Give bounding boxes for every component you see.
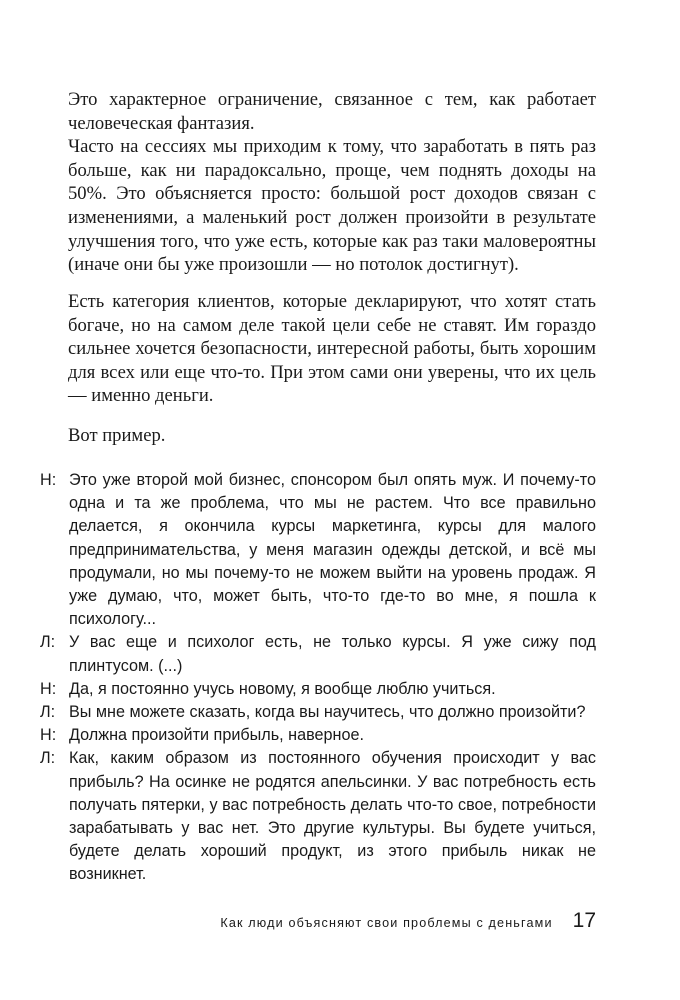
dialogue-line: Как, каким образом из постоянного обучения происходит у вас прибыль? На осинке не родятся апельсинки. У вас потребность есть получать пятерки, у вас потребность делать что-то свое, потребности зарабатывать у вас нет. Это другие культуры. Вы будете учиться, будете делать хороший продукт, из этого прибыль никак не возникнет. xyxy=(69,749,596,884)
speaker-label: Н: xyxy=(40,471,57,489)
dialogue-line: Вы мне можете сказать, когда вы научитесь, что должно произойти? xyxy=(69,703,586,722)
paragraph-1: Это характерное ограничение, связанное с тем, как работает человеческая фантазия. xyxy=(68,89,596,134)
paragraph-2: Часто на сессиях мы приходим к тому, что заработать в пять раз больше, как ни парадоксально, проще, чем поднять доходы на 50%. Это объясняется просто: большой рост доходов связан с изменениями, а маленький рост должен произойти в результате улучшения того, что уже есть, которые как раз таки маловероятны (иначе они бы уже произошли — но потолок достигнут). xyxy=(68,136,596,276)
dialogue-line: У вас еще и психолог есть, не только курсы. Я уже сижу под плинтусом. (...) xyxy=(69,633,596,675)
dialogue-turn xyxy=(40,701,596,724)
page-footer xyxy=(144,909,596,935)
page-number: 17 xyxy=(572,909,596,932)
dialogue-turn xyxy=(40,724,596,747)
speaker-label: Л: xyxy=(40,633,56,652)
dialogue-line: Да, я постоянно учусь новому, я вообще люблю учиться. xyxy=(69,679,496,698)
speaker-label: Л: xyxy=(40,703,56,722)
dialogue-turn xyxy=(40,469,596,631)
dialogue-turn xyxy=(40,631,596,677)
example-intro-block xyxy=(68,424,596,448)
dialogue-transcript xyxy=(40,469,596,887)
top-paragraphs xyxy=(68,88,596,277)
dialogue-line: Должна произойти прибыль, наверное. xyxy=(69,726,364,745)
speaker-label: Н: xyxy=(40,679,57,698)
speaker-label: Н: xyxy=(40,726,57,745)
dialogue-turn xyxy=(40,678,596,701)
running-title: Как люди объясняют свои проблемы с деньгами xyxy=(220,916,553,930)
dialogue-turn xyxy=(40,747,596,886)
paragraph-3: Есть категория клиентов, которые декларируют, что хотят стать богаче, но на самом деле такой цели себе не ставят. Им гораздо сильнее хочется безопасности, интересной работы, быть хорошим для всех или еще что-то. При этом сами они уверены, что их цель — именно деньги. xyxy=(68,291,596,407)
example-intro: Вот пример. xyxy=(68,425,166,446)
dialogue-line: Это уже второй мой бизнес, спонсором был опять муж. И почему-то одна и та же проблема, что мы не растем. Что все правильно делается, я окончила курсы маркетинга, курсы для малого предпринимательства, у меня магазин одежды детской, и всё мы продумали, но мы почему-то не можем выйти на уровень продаж. Я уже думаю, что, может быть, что-то где-то во мне, я пошла к психологу... xyxy=(69,471,596,629)
middle-paragraph-block xyxy=(68,290,596,408)
speaker-label: Л: xyxy=(40,749,56,768)
